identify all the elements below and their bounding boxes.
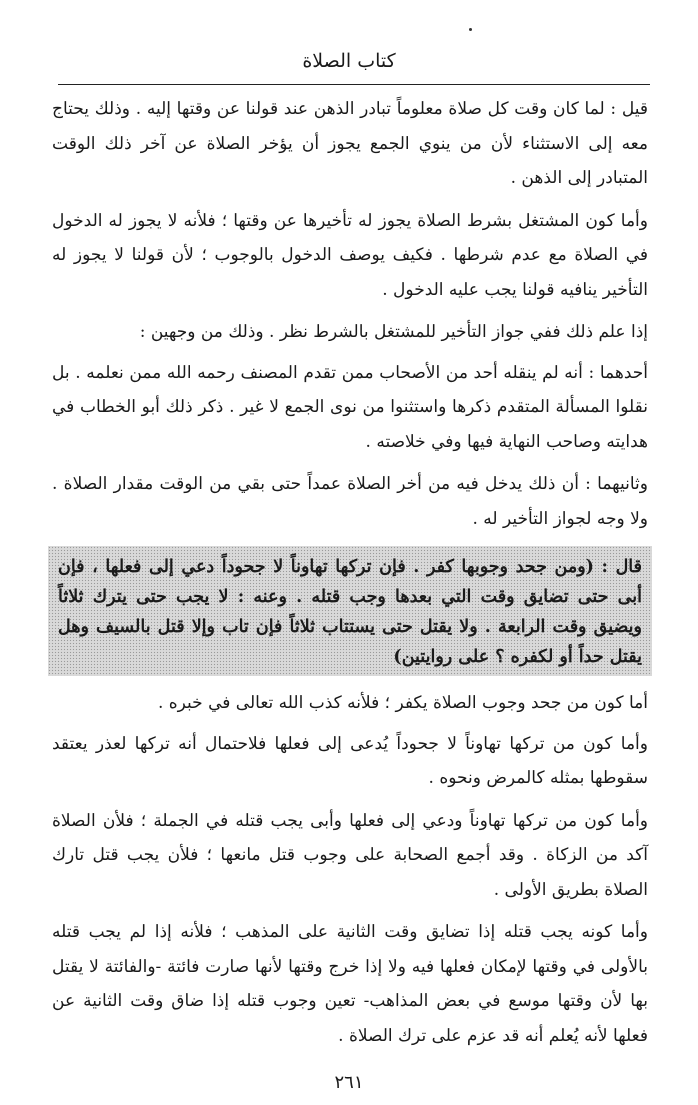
header-divider	[58, 84, 650, 85]
paragraph-9: وأما كونه يجب قتله إذا تضايق وقت الثانية على المذهب ؛ فلأنه إذا لم يجب قتله بالأولى في وقتها لإمكان فعلها فيه ولا إذا خرج وقتها لأنها صارت فائتة -والفائتة لا يقتل بها لأن وقتها موسع في بعض المذاهب- تعين وجوب قتله إذا ضاق وقت الثانية عن فعلها لأنه يُعلم أنه قد عزم على ترك الصلاة .	[52, 922, 648, 1046]
page-number: ٢٦١	[334, 1072, 364, 1093]
paragraph-4: أحدهما : أنه لم ينقله أحد من الأصحاب ممن تقدم المصنف رحمه الله ممن نعلمه . بل نقلوا المسألة المتقدم ذكرها واستثنوا من نوى الجمع لا غير . ذكر ذلك أبو الخطاب في هدايته وصاحب النهاية فيها وفي خلاصته .	[52, 362, 648, 452]
paragraph-2: وأما كون المشتغل بشرط الصلاة يجوز له تأخيرها عن وقتها ؛ فلأنه لا يجوز له الدخول في الصلاة مع عدم شرطها . فكيف يوصف الدخول بالوجوب ؛ لأن قولنا لا يجوز له التأخير ينافيه قولنا يجب عليه الدخول .	[52, 210, 648, 300]
paragraph-6: أما كون من جحد وجوب الصلاة يكفر ؛ فلأنه كذب الله تعالى في خبره .	[157, 693, 648, 713]
matn-text-block: قال : (ومن جحد وجوبها كفر . فإن تركها تهاوناً لا جحوداً دعي إلى فعلها ، فإن أبى حتى تضايق وقت التي بعدها وجب قتله . وعنه : لا يجب حتى يترك ثلاثاً ويضيق وقت الرابعة . ولا يقتل حتى يستتاب ثلاثاً فإن تاب وإلا قتل بالسيف وهل يقتل حداً أو لكفره ؟ على روايتين)	[48, 546, 652, 676]
paragraph-1: قيل : لما كان وقت كل صلاة معلوماً تبادر الذهن عند قولنا عن وقتها إليه . وذلك يحتاج معه إلى الاستثناء لأن من ينوي الجمع يجوز أن يؤخر الصلاة عن آخر ذلك الوقت المتبادر إلى الذهن .	[52, 99, 648, 188]
running-head-title: كتاب الصلاة	[302, 50, 396, 72]
paragraph-8: وأما كون من تركها تهاوناً ودعي إلى فعلها وأبى يجب قتله في الجملة ؛ فلأن الصلاة آكد من الزكاة . وقد أجمع الصحابة على وجوب قتل مانعها ؛ فلأن يجب قتل تارك الصلاة بطريق الأولى .	[52, 810, 648, 900]
paragraph-5: وثانيهما : أن ذلك يدخل فيه من أخر الصلاة عمداً حتى بقي من الوقت مقدار الصلاة . ولا وجه لجواز التأخير له .	[52, 474, 648, 529]
paragraph-3: إذا علم ذلك ففي جواز التأخير للمشتغل بالشرط نظر . وذلك من وجهين :	[139, 322, 648, 342]
ink-dot	[469, 28, 472, 31]
paragraph-7: وأما كون من تركها تهاوناً لا جحوداً يُدعى إلى فعلها فلاحتمال أنه تركها لعذر يعتقد سقوطها بمثله كالمرض ونحوه .	[52, 733, 648, 788]
page-body	[52, 92, 648, 1061]
